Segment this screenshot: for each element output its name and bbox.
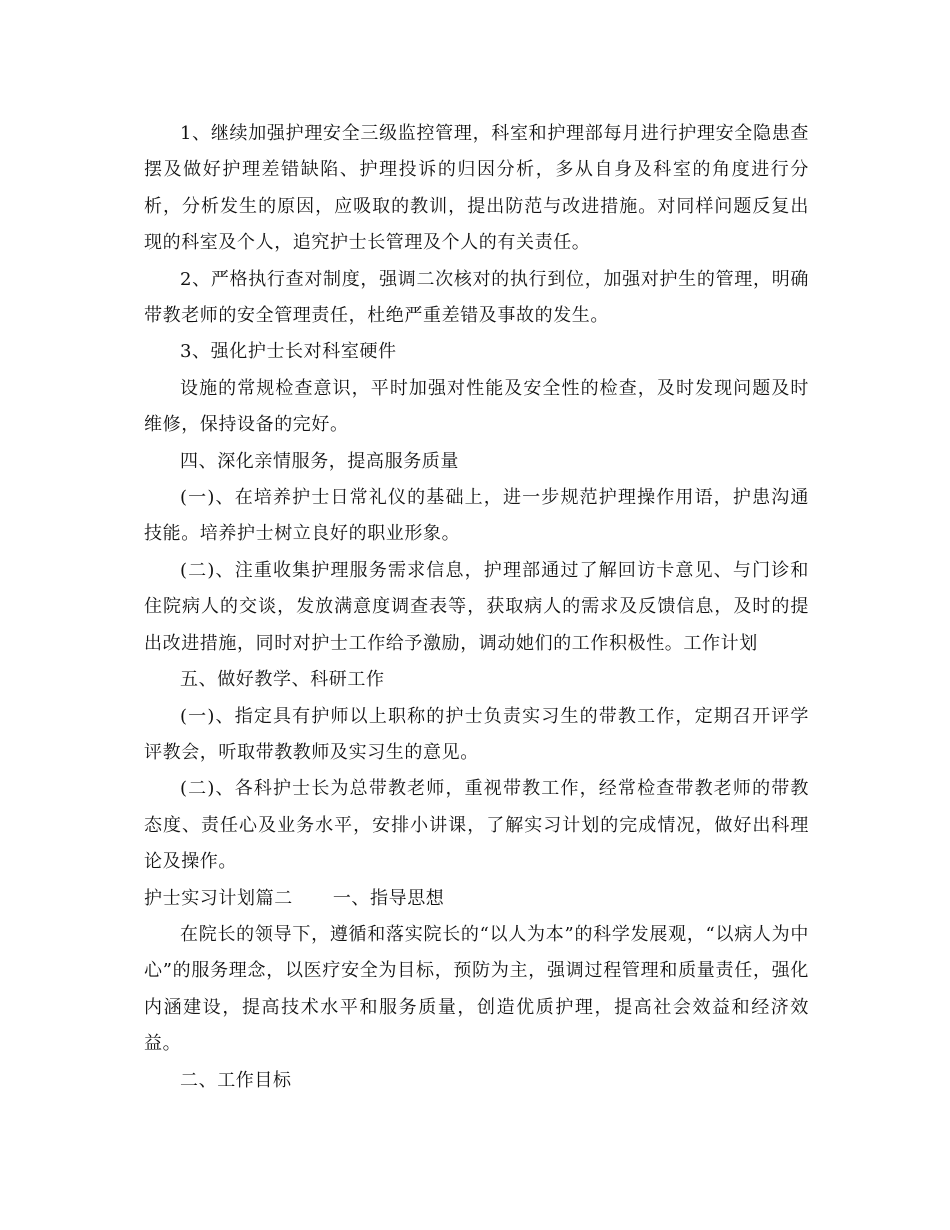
paragraph-2: 2、严格执行查对制度，强调二次核对的执行到位，加强对护生的管理，明确带教老师的安全管理责任，杜绝严重差错及事故的发生。 [144,268,809,327]
section-title: 护士实习计划篇二 [144,887,293,909]
paragraph-6: (二)、注重收集护理服务需求信息，护理部通过了解回访卡意见、与门诊和住院病人的交谈，发放满意度调查表等，获取病人的需求及反馈信息，及时的提出改进措施，同时对护士工作给予激励，调动她们的工作积极性。工作计划 [144,559,809,654]
paragraph-7: (一)、指定具有护师以上职称的护士负责实习生的带教工作，定期召开评学评教会，听取带教教师及实习生的意见。 [144,705,809,763]
paragraph-4: 设施的常规检查意识，平时加强对性能及安全性的检查，及时发现问题及时维修，保持设备的完好。 [144,377,809,436]
paragraph-8: (二)、各科护士长为总带教老师，重视带教工作，经常检查带教老师的带教态度、责任心及业务水平，安排小讲课，了解实习计划的完成情况，做好出科理论及操作。 [144,778,809,873]
heading-section-five: 五、做好教学、科研工作 [180,669,385,691]
paragraph-3: 3、强化护士长对科室硬件 [180,341,397,363]
section-heading-line [144,881,809,917]
document-body [144,116,809,1099]
section-subtitle: 一、指导思想 [332,887,445,909]
paragraph-5: (一)、在培养护士日常礼仪的基础上，进一步规范护理操作用语，护患沟通技能。培养护士树立良好的职业形象。 [144,487,809,545]
heading-section-four: 四、深化亲情服务，提高服务质量 [180,450,459,472]
paragraph-guiding-ideology: 在院长的领导下，遵循和落实院长的“以人为本”的科学发展观，“以病人为中心”的服务理念，以医疗安全为目标，预防为主，强调过程管理和质量责任，强化内涵建设，提高技术水平和服务质量，创造优质护理，提高社会效益和经济效益。 [144,923,809,1055]
paragraph-1: 1、继续加强护理安全三级监控管理，科室和护理部每月进行护理安全隐患查摆及做好护理差错缺陷、护理投诉的归因分析，多从自身及科室的角度进行分析，分析发生的原因，应吸取的教训，提出防范与改进措施。对同样问题反复出现的科室及个人，追究护士长管理及个人的有关责任。 [144,123,809,254]
heading-work-goals: 二、工作目标 [180,1069,292,1091]
